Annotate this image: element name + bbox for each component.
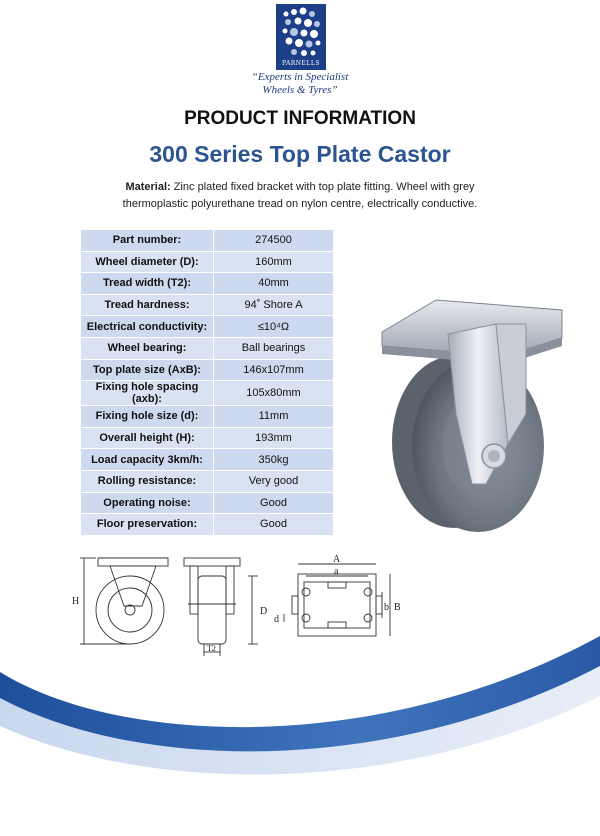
- spec-label: Fixing hole spacing (axb):: [81, 381, 214, 406]
- document-title: PRODUCT INFORMATION: [184, 108, 416, 129]
- logo-brand-text: PARNELLS: [281, 60, 321, 67]
- spec-label: Tread hardness:: [81, 294, 214, 316]
- spec-value: Good: [214, 514, 334, 536]
- product-title: 300 Series Top Plate Castor: [149, 141, 451, 167]
- label-b-lower: b: [384, 602, 389, 613]
- spec-value: 193mm: [214, 427, 334, 449]
- spec-value: Very good: [214, 470, 334, 492]
- spec-label: Top plate size (AxB):: [81, 359, 214, 381]
- spec-label: Overall height (H):: [81, 427, 214, 449]
- spec-row: [81, 230, 334, 252]
- label-b-upper: B: [394, 602, 401, 613]
- specification-table-body: [81, 230, 334, 536]
- spec-label: Tread width (T2):: [81, 273, 214, 295]
- spec-label: Electrical conductivity:: [81, 316, 214, 338]
- spec-label: Operating noise:: [81, 492, 214, 514]
- decorative-wave: [0, 626, 600, 836]
- spec-value: 274500: [214, 230, 334, 252]
- label-t2: T2: [207, 644, 216, 653]
- label-a-lower: a: [334, 566, 339, 577]
- castor-photo: [376, 294, 568, 534]
- spec-row: [81, 470, 334, 492]
- spec-row: [81, 316, 334, 338]
- parnells-logo: [276, 4, 326, 70]
- spec-value: 350kg: [214, 449, 334, 471]
- spec-value: 11mm: [214, 406, 334, 428]
- spec-row: [81, 251, 334, 273]
- spec-label: Load capacity 3km/h:: [81, 449, 214, 471]
- spec-row: [81, 294, 334, 316]
- spec-row: [81, 406, 334, 428]
- label-h: H: [72, 596, 80, 607]
- spec-label: Floor preservation:: [81, 514, 214, 536]
- spec-row: [81, 514, 334, 536]
- spec-label: Wheel diameter (D):: [81, 251, 214, 273]
- spec-value: 105x80mm: [214, 381, 334, 406]
- spec-value: 160mm: [214, 251, 334, 273]
- material-label: Material:: [125, 181, 171, 193]
- spec-label: Part number:: [81, 230, 214, 252]
- label-a-upper: A: [333, 554, 341, 565]
- label-d-hole: d: [274, 614, 279, 625]
- material-line-1: Zinc plated fixed bracket with top plate fitting. Wheel with grey: [170, 181, 475, 193]
- tagline-line-1: “Experts in Specialist: [251, 71, 349, 83]
- spec-row: [81, 337, 334, 359]
- spec-row: [81, 359, 334, 381]
- spec-row: [81, 381, 334, 406]
- spec-label: Rolling resistance:: [81, 470, 214, 492]
- spec-row: [81, 273, 334, 295]
- spec-value: Ball bearings: [214, 337, 334, 359]
- spec-label: Fixing hole size (d):: [81, 406, 214, 428]
- material-description: [100, 179, 500, 213]
- spec-value: Good: [214, 492, 334, 514]
- spec-row: [81, 492, 334, 514]
- spec-label: Wheel bearing:: [81, 337, 214, 359]
- spec-row: [81, 449, 334, 471]
- specification-table: [80, 229, 334, 536]
- spec-value: ≤10⁴Ω: [214, 316, 334, 338]
- spec-value: 146x107mm: [214, 359, 334, 381]
- label-d-diameter: D: [260, 606, 268, 617]
- spec-row: [81, 427, 334, 449]
- material-line-2: thermoplastic polyurethane tread on nylon centre, electrically conductive.: [122, 198, 478, 210]
- spec-value: 94˚ Shore A: [214, 294, 334, 316]
- spec-value: 40mm: [214, 273, 334, 295]
- tagline-line-2: Wheels & Tyres”: [262, 84, 338, 96]
